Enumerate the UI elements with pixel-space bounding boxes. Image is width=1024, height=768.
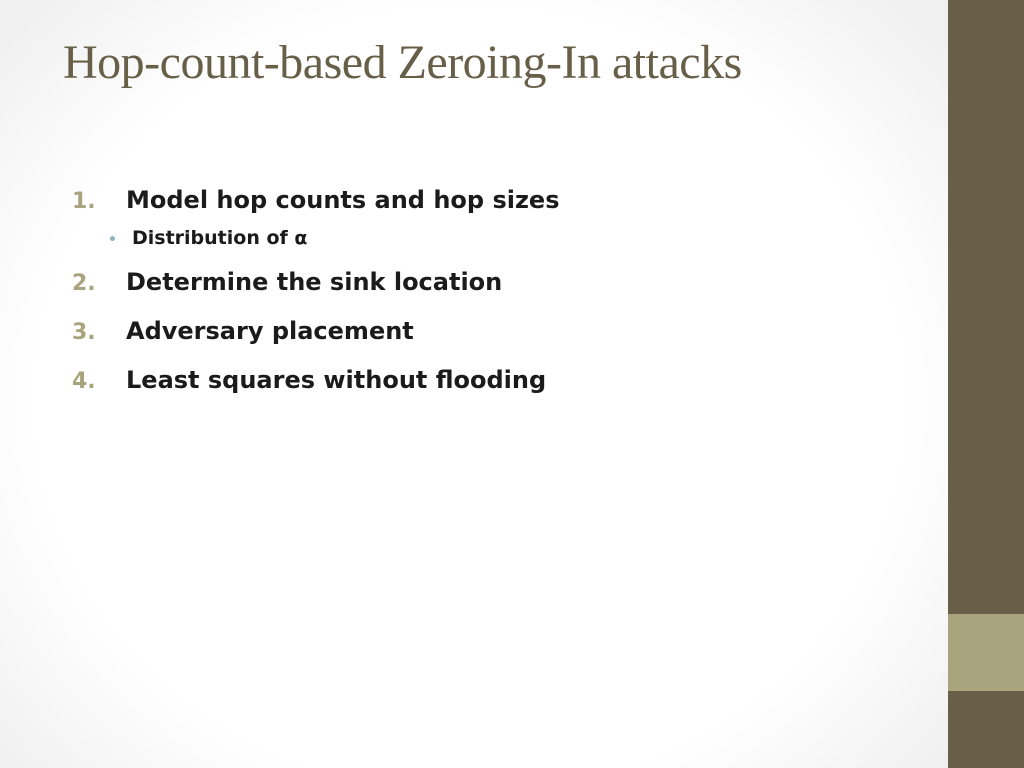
list-item-text: Model hop counts and hop sizes (126, 186, 560, 214)
list-number: 4. (72, 369, 96, 394)
list-item-text: Least squares without flooding (126, 366, 547, 394)
slide-content-list (72, 186, 912, 415)
list-item-text: Adversary placement (126, 317, 414, 345)
list-number: 3. (72, 320, 96, 345)
list-number: 2. (72, 271, 96, 296)
sidebar-accent-block (948, 614, 1024, 691)
list-item (72, 366, 912, 415)
list-item (72, 268, 912, 317)
slide-title: Hop-count-based Zeroing-In attacks (63, 36, 742, 89)
sub-list-item-text: Distribution of α (132, 227, 308, 249)
list-item-text: Determine the sink location (126, 268, 503, 296)
bullet-icon: • (108, 232, 117, 248)
list-number: 1. (72, 189, 96, 214)
list-item (72, 317, 912, 366)
sub-list-item (72, 227, 912, 268)
